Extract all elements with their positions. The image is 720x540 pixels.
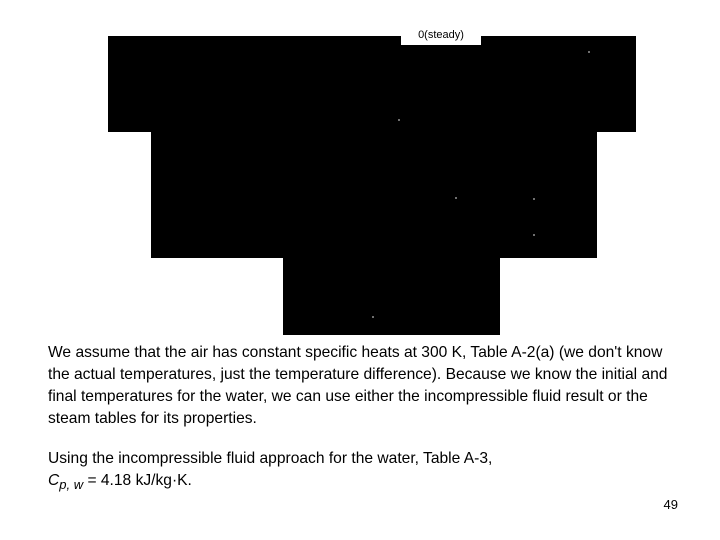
figure-speck [533,198,535,200]
figure-block-top [108,36,636,132]
steady-label: 0(steady) [401,25,481,45]
figure-speck [455,197,457,199]
water-approach-line: Using the incompressible fluid approach for the water, Table A-3, [48,450,493,467]
figure-block-bottom [283,257,500,335]
cp-value: = 4.18 kJ/kg·K. [83,472,192,489]
cp-subscript: p, w [59,477,84,493]
figure-speck [588,51,590,53]
figure-speck [372,316,374,318]
figure-speck [533,234,535,236]
figure-block-middle [151,131,597,258]
figure-speck [398,119,400,121]
water-property-paragraph [48,448,678,496]
page-number: 49 [663,497,678,512]
assumption-paragraph: We assume that the air has constant specific heats at 300 K, Table A-2(a) (we don't know the actual temperatures, just the temperature difference). Because we know the initial and final temperatures for the water, we can use either the incompressible fluid result or the steam tables for its properties. [48,344,668,427]
cp-symbol: C [48,472,60,489]
